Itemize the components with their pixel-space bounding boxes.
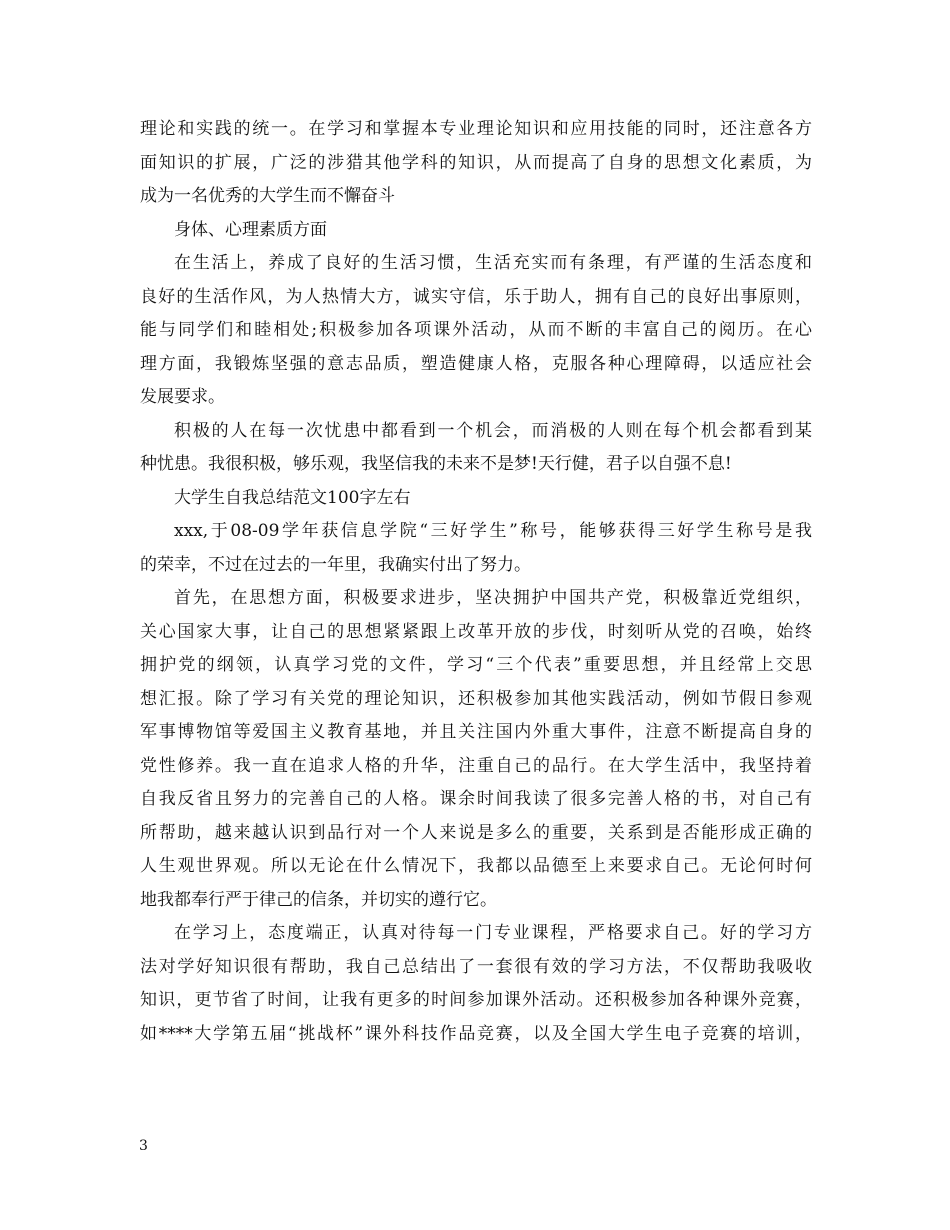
text-line: 理方面，我锻炼坚强的意志品质，塑造健康人格，克服各种心理障碍，以适应社会 [140, 353, 812, 374]
paragraph [140, 515, 812, 582]
text-line: 在学习上，态度端正，认真对待每一门专业课程，严格要求自己。好的学习方 [174, 923, 812, 943]
text-line: 关心国家大事，让自己的思想紧紧跟上改革开放的步伐，时刻听从党的召唤，始终 [140, 621, 812, 642]
text-line: xxx,于08-09学年获信息学院“三好学生”称号，能够获得三好学生称号是我 [174, 521, 812, 541]
text-line: 所帮助，越来越认识到品行对一个人来说是多么的重要，关系到是否能形成正确的 [140, 822, 812, 843]
text-line: 理论和实践的统一。在学习和掌握本专业理论知识和应用技能的同时，还注意各方 [140, 119, 812, 139]
text-line: 面知识的扩展，广泛的涉猎其他学科的知识，从而提高了自身的思想文化素质，为 [140, 152, 812, 173]
text-line: 的荣幸，不过在过去的一年里，我确实付出了努力。 [140, 554, 531, 575]
paragraph [140, 113, 812, 214]
text-line: 党性修养。我一直在追求人格的升华，注重自己的品行。在大学生活中，我坚持着 [140, 755, 812, 776]
text-line: 大学生自我总结范文100字左右 [174, 487, 411, 508]
text-line: 能与同学们和睦相处;积极参加各项课外活动，从而不断的丰富自己的阅历。在心 [140, 320, 812, 340]
text-line: 首先，在思想方面，积极要求进步，坚决拥护中国共产党，积极靠近党组织， [174, 588, 812, 608]
text-line: 如****大学第五届“挑战杯”课外科技作品竞赛，以及全国大学生电子竞赛的培训， [140, 1023, 812, 1044]
text-line: 发展要求。 [140, 387, 225, 407]
text-line: 种忧患。我很积极，够乐观，我坚信我的未来不是梦!天行健，君子以自强不息! [140, 454, 732, 474]
text-line: 积极的人在每一次忧患中都看到一个机会，而消极的人则在每个机会都看到某 [174, 420, 812, 441]
text-line: 拥护党的纲领，认真学习党的文件，学习“三个代表”重要思想，并且经常上交思 [140, 655, 812, 675]
text-line: 地我都奉行严于律己的信条，并切实的遵行它。 [140, 889, 497, 910]
text-line: 人生观世界观。所以无论在什么情况下，我都以品德至上来要求自己。无论何时何 [140, 856, 812, 876]
document-body [140, 113, 812, 1051]
text-line: 自我反省且努力的完善自己的人格。课余时间我读了很多完善人格的书，对自己有 [140, 789, 812, 809]
paragraph [140, 917, 812, 1051]
text-line: 良好的生活作风，为人热情大方，诚实守信，乐于助人，拥有自己的良好出事原则， [140, 286, 812, 307]
text-line: 知识，更节省了时间，让我有更多的时间参加课外活动。还积极参加各种课外竞赛， [140, 990, 812, 1010]
text-line: 在生活上，养成了良好的生活习惯，生活充实而有条理，有严谨的生活态度和 [174, 253, 812, 273]
page-number: 3 [139, 1138, 148, 1154]
paragraph [140, 247, 812, 415]
text-line: 想汇报。除了学习有关党的理论知识，还积极参加其他实践活动，例如节假日参观 [140, 688, 812, 709]
paragraph [140, 582, 812, 917]
text-line: 法对学好知识很有帮助，我自己总结出了一套很有效的学习方法，不仅帮助我吸收 [140, 956, 812, 977]
text-line: 身体、心理素质方面 [174, 219, 327, 240]
paragraph [140, 214, 812, 248]
text-line: 军事博物馆等爱国主义教育基地，并且关注国内外重大事件，注意不断提高自身的 [140, 722, 812, 742]
paragraph [140, 415, 812, 482]
paragraph [140, 482, 812, 516]
text-line: 成为一名优秀的大学生而不懈奋斗 [140, 186, 395, 206]
